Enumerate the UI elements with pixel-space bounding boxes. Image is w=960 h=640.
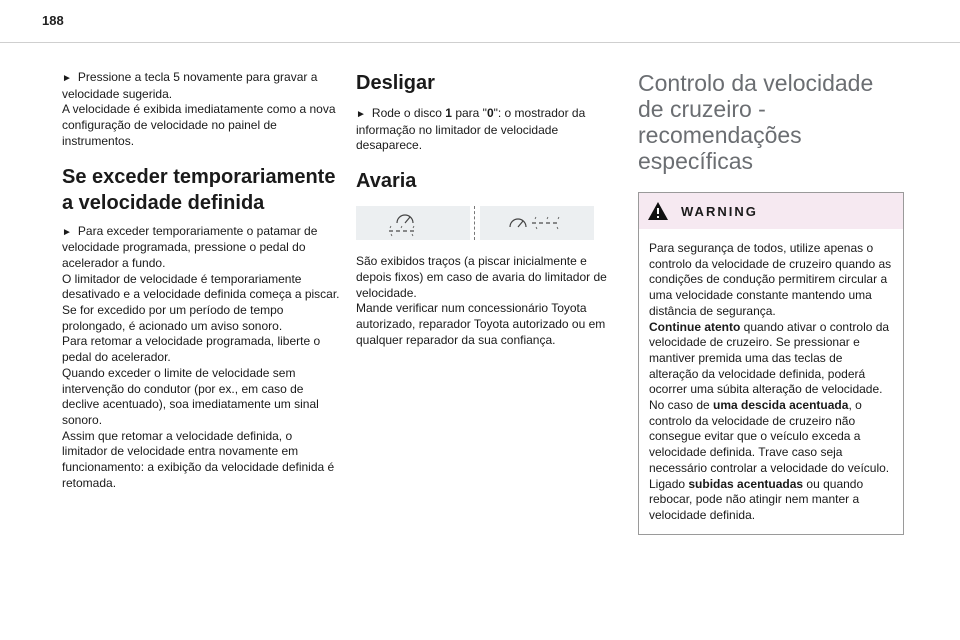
exceed-line-4: Quando exceder o limite de velocidade sem intervenção do condutor (por ex., em caso de declive acentuado), soa imediatamente um sinal sonoro. <box>62 365 319 427</box>
warning-p2 <box>649 320 895 399</box>
exceed-line-1: O limitador de velocidade é temporariamente desativado e a velocidade definida começa a piscar. <box>62 271 340 302</box>
desligar-dial-number: 1 <box>445 106 452 120</box>
warning-p2-text: quando ativar o controlo da velocidade de cruzeiro. Se pressionar e mantiver premida uma das teclas de alteração da velocidade definida, poderá ocorrer uma súbita alteração de velocidade. <box>649 319 890 397</box>
intro-bullet: ► Pressione a tecla 5 novamente para gravar a velocidade sugerida. <box>62 70 340 102</box>
warning-p4-pre: Ligado <box>649 476 689 491</box>
exceed-line-3: Para retomar a velocidade programada, liberte o pedal do acelerador. <box>62 334 321 365</box>
warning-p3-bold: uma descida acentuada <box>713 398 849 413</box>
exceed-line-5: Assim que retomar a velocidade definida, o limitador de velocidade entra novamente em funcionamento: a exibição da velocidade definida é retomada. <box>62 428 335 490</box>
warning-p1: Para segurança de todos, utilize apenas o controlo da velocidade de cruzeiro quando as condições de condução permitirem circular a uma velocidade constante mantendo uma distância de segurança. <box>649 241 892 318</box>
warning-header <box>639 193 903 229</box>
section-heading-avaria: Avaria <box>356 170 417 193</box>
warning-triangle-icon <box>647 201 669 221</box>
desligar-post: ": o mostrador da informação no limitador de velocidade desaparece. <box>356 106 586 153</box>
column-2 <box>356 70 612 348</box>
figure-divider <box>474 206 476 240</box>
warning-box <box>638 192 904 535</box>
column-3 <box>638 70 904 535</box>
section-heading-exceed: Se exceder temporariamente a velocidade definida <box>62 165 336 214</box>
fault-display-fixed <box>480 206 594 240</box>
warning-body <box>639 229 903 534</box>
desligar-zero: 0 <box>486 106 494 120</box>
avaria-text-2: Mande verificar num concessionário Toyota autorizado, reparador Toyota autorizado ou em qualquer reparador da sua confiança. <box>356 301 606 347</box>
warning-title: WARNING <box>681 203 758 219</box>
fault-display-blinking <box>356 206 470 240</box>
desligar-mid: para " <box>451 106 487 120</box>
warning-p3-pre: No caso de <box>649 398 714 413</box>
speedometer-dashes-fixed-icon <box>502 209 572 237</box>
section-heading-desligar: Desligar <box>356 72 435 94</box>
desligar-text <box>356 106 612 154</box>
header-divider <box>0 42 960 43</box>
section-heading-cruise: Controlo da velocidade de cruzeiro - recomendações específicas <box>638 70 874 174</box>
intro-text: A velocidade é exibida imediatamente como a nova configuração de velocidade no painel de instrumentos. <box>62 102 336 148</box>
avaria-text-1: São exibidos traços (a piscar inicialmente e depois fixos) em caso de avaria do limitador de velocidade. <box>356 254 607 300</box>
exceed-bullet: ► Para exceder temporariamente o patamar de velocidade programada, pressione o pedal do acelerador a fundo. <box>62 224 340 272</box>
speedometer-dashes-icon <box>383 209 443 237</box>
column-1 <box>62 70 340 491</box>
desligar-pre: Rode o disco <box>371 106 446 120</box>
exceed-line-2: Se for excedido por um período de tempo prolongado, é acionado um aviso sonoro. <box>62 303 284 333</box>
warning-p2-bold: Continue atento <box>649 319 741 334</box>
warning-p3-text: , o controlo da velocidade de cruzeiro não consegue evitar que o veículo exceda a velocidade definida. Trave caso seja necessário controlar a velocidade do veículo. <box>649 398 890 475</box>
fault-display-figure <box>356 206 612 240</box>
warning-p4-bold: subidas acentuadas <box>688 476 804 491</box>
warning-p4-text: ou quando rebocar, pode não atingir nem manter a velocidade definida. <box>649 476 864 522</box>
page-number: 188 <box>42 13 64 28</box>
warning-p4 <box>649 477 895 524</box>
warning-p3 <box>649 398 895 477</box>
